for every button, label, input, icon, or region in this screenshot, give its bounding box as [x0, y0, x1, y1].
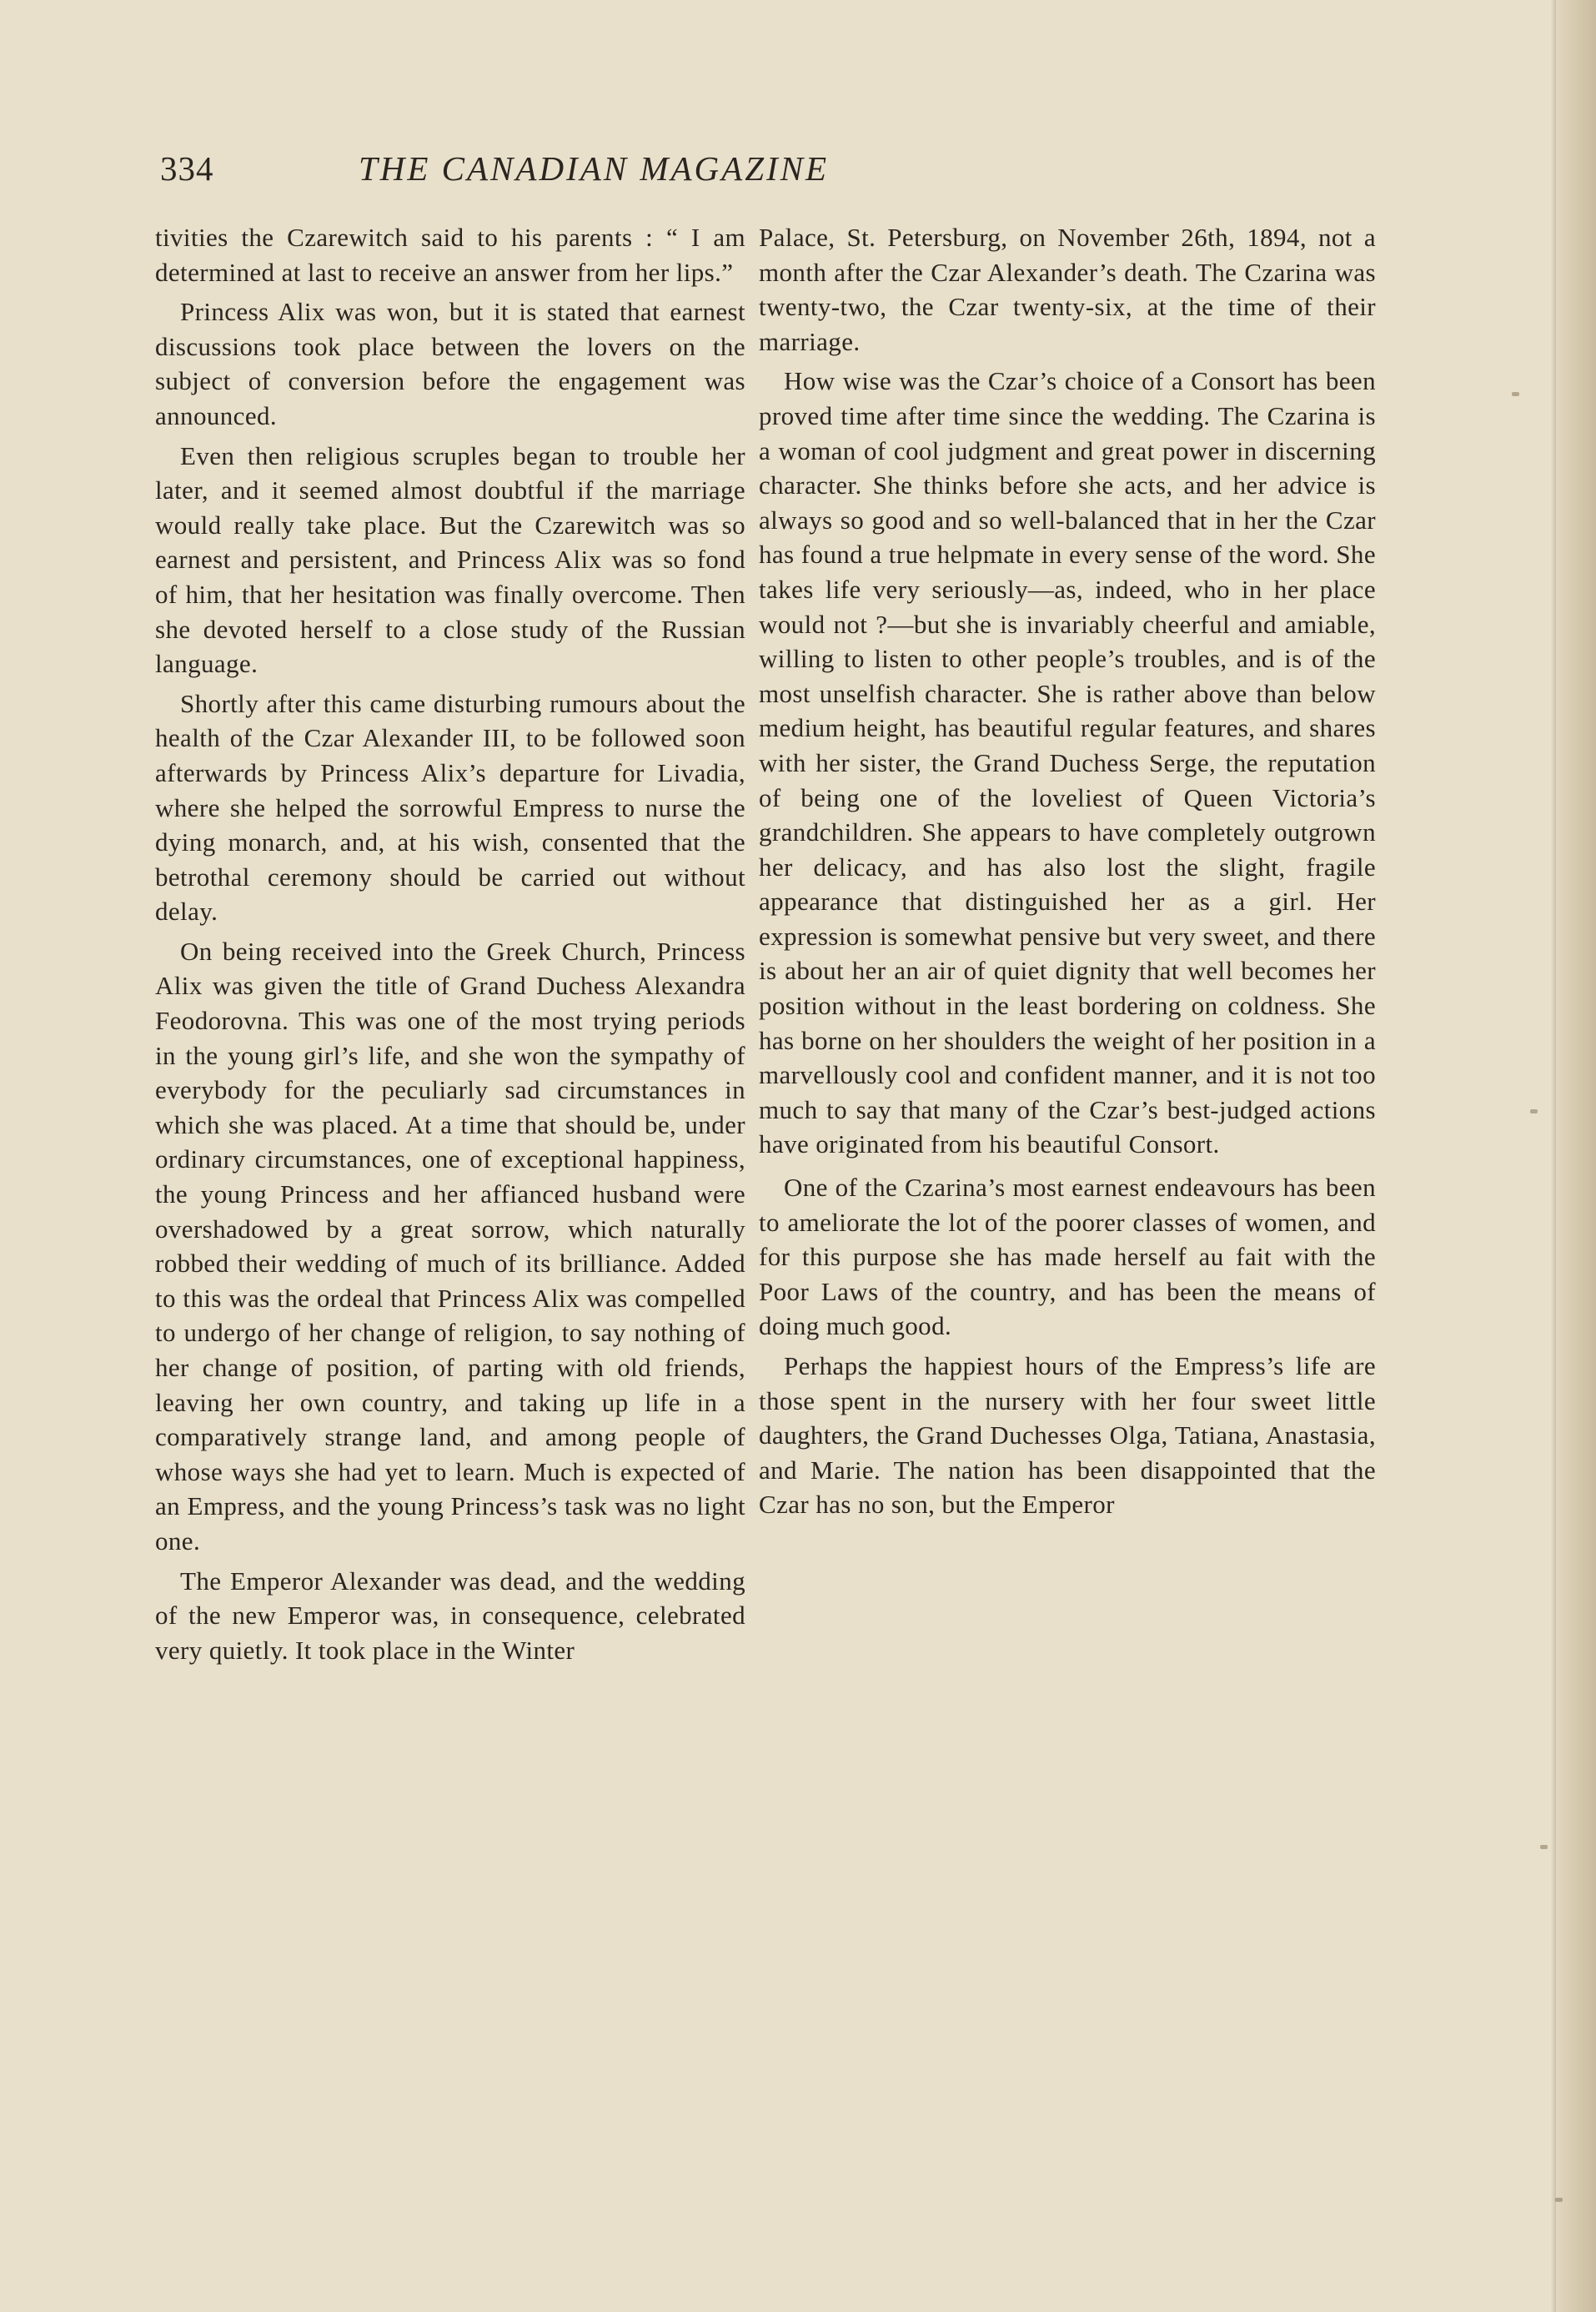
paragraph: tivities the Czarewitch said to his parents : “ I am determined at last to receive an answer from her lips.”: [155, 223, 745, 287]
page-header: [160, 148, 1378, 199]
paragraph: Even then religious scruples began to trouble her later, and it seemed almost doubtful if the marriage would really take place. But the Czarewitch was so earnest and persistent, and Princess Alix was so fond of him, that her hesitation was finally overcome. Then she devoted herself to a close study of the Russian language.: [155, 440, 745, 679]
paragraph: Perhaps the happiest hours of the Empress’s life are those spent in the nursery with her four sweet little daughters, the Grand Duchesses Olga, Tatiana, Anastasia, and Marie. The nation has been disappointed that the Czar has no son, but the Emperor: [759, 1351, 1376, 1520]
margin-mark: [1540, 1845, 1548, 1849]
page-edge: [1556, 0, 1596, 2312]
paragraph: Palace, St. Petersburg, on November 26th, 1894, not a month after the Czar Alexander’s death. The Czarina was twenty-two, the Czar twenty-six, at the time of their marriage.: [759, 223, 1376, 356]
page-number: 334: [160, 149, 214, 188]
margin-mark: [1555, 2198, 1563, 2202]
left-column: [155, 220, 745, 1672]
paragraph: Princess Alix was won, but it is stated that earnest discussions took place between the lovers on the subject of conversion before the engagement was announced.: [155, 297, 745, 430]
paragraph: How wise was the Czar’s choice of a Consort has been proved time after time since the wedding. The Czarina is a woman of cool judgment and great power in discerning character. She thinks before she acts, and her advice is always so good and so well-balanced that in her the Czar has found a true helpmate in every sense of the word. She takes life very seriously—as, indeed, who in her place would not ?—but she is invariably cheerful and amiable, willing to listen to other people’s troubles, and is of the most unselfish character. She is rather above than below medium height, has beautiful regular features, and shares with her sister, the Grand Duchess Serge, the reputation of being one of the loveliest of Queen Victoria’s grandchildren. She appears to have completely outgrown her delicacy, and has also lost the slight, fragile appearance that distinguished her as a girl. Her expression is somewhat pensive but very sweet, and there is about her an air of quiet dignity that well becomes her position without in the least bordering on coldness. She has borne on her shoulders the weight of her position in a marvellously cool and confident manner, and it is not too much to say that many of the Czar’s best-judged actions have originated from his beautiful Consort.: [759, 366, 1376, 1159]
paragraph: Shortly after this came disturbing rumours about the health of the Czar Alexander III, to be followed soon afterwards by Princess Alix’s departure for Livadia, where she helped the sorrowful Empress to nurse the dying monarch, and, at his wish, consented that the betrothal ceremony should be carried out without delay.: [155, 688, 745, 927]
running-title: THE CANADIAN MAGAZINE: [358, 149, 830, 188]
paragraph: On being received into the Greek Church, Princess Alix was given the title of Grand Duchess Alexandra Feodorovna. This was one of the most trying periods in the young girl’s life, and she won the sympathy of everybody for the peculiarly sad circumstances in which she was placed. At a time that should be, under ordinary circumstances, one of exceptional happiness, the young Princess and her affianced husband were overshadowed by a great sorrow, which naturally robbed their wedding of much of its brilliance. Added to this was the ordeal that Princess Alix was compelled to undergo of her change of religion, to say nothing of her change of position, of parting with old friends, leaving her own country, and taking up life in a comparatively strange land, and among people of whose ways she had yet to learn. Much is expected of an Empress, and the young Princess’s task was no light one.: [155, 936, 745, 1556]
margin-mark: [1530, 1109, 1538, 1113]
paragraph: One of the Czarina’s most earnest endeavours has been to ameliorate the lot of the poorer classes of women, and for this purpose she has made herself au fait with the Poor Laws of the country, and has been the means of doing much good.: [759, 1173, 1376, 1341]
right-column: [759, 220, 1376, 1527]
paragraph: The Emperor Alexander was dead, and the wedding of the new Emperor was, in consequence, celebrated very quietly. It took place in the Winter: [155, 1566, 745, 1665]
margin-mark: [1512, 392, 1519, 396]
